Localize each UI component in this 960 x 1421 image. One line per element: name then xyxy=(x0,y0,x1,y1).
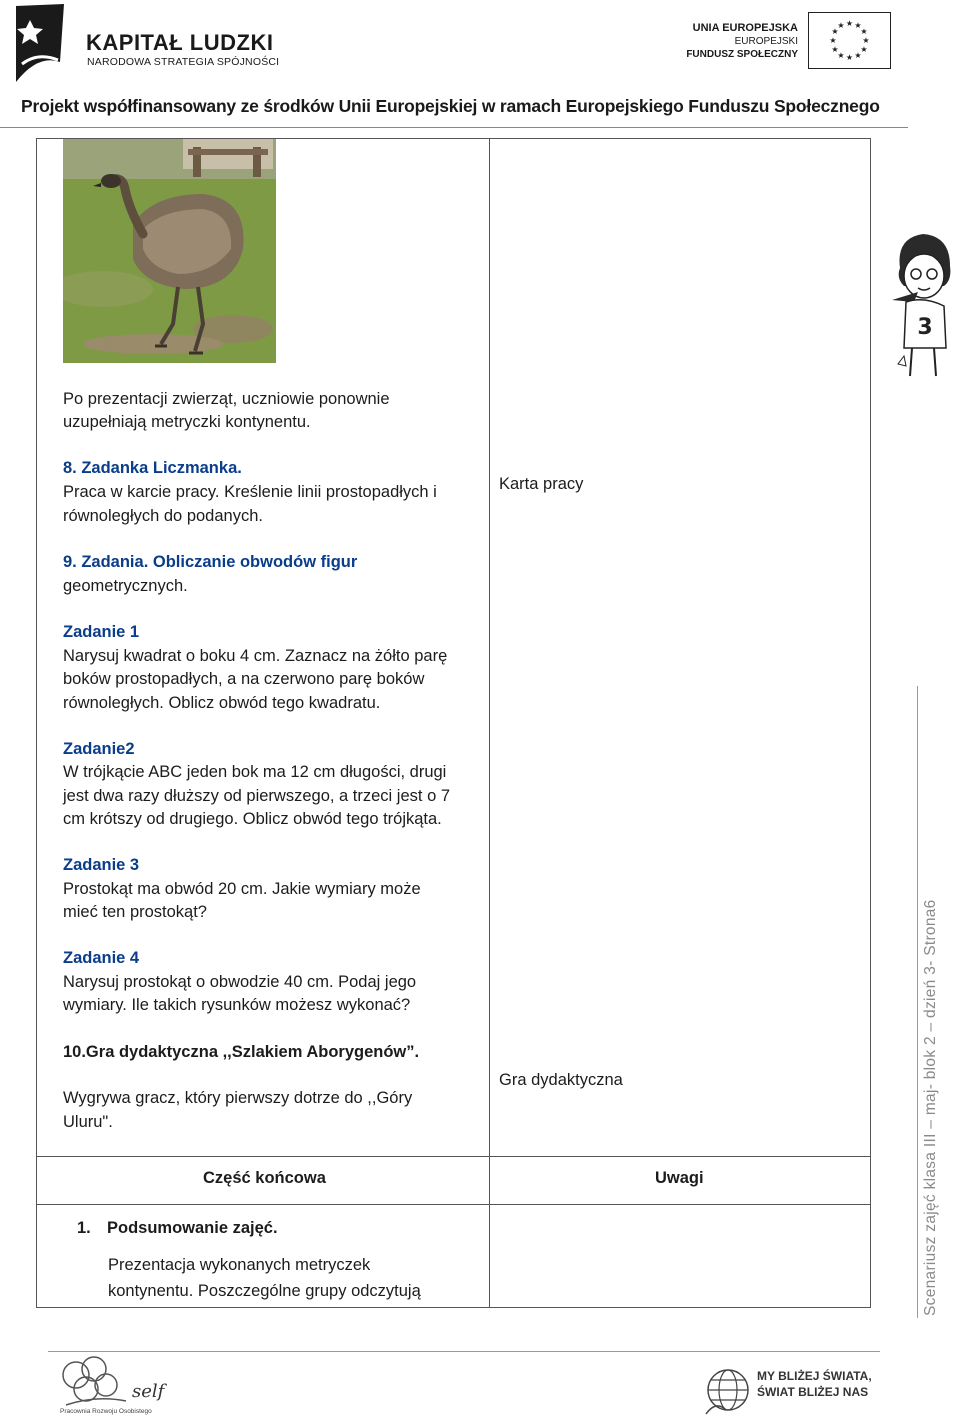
emu-photo xyxy=(63,139,276,363)
task-2-line-3: cm krótszy od drugiego. Oblicz obwód tego trójkąta. xyxy=(63,810,442,828)
project-cofinancing-line: Projekt współfinansowany ze środków Unii Europejskiej w ramach Europejskiego Funduszu Społecznego xyxy=(21,96,880,116)
svg-text:★: ★ xyxy=(837,21,845,30)
final-column-divider xyxy=(489,1156,490,1308)
footer-slogan-line-2: ŚWIAT BLIŻEJ NAS xyxy=(757,1385,869,1399)
summary-item-number: 1. xyxy=(77,1219,91,1237)
section-8-line-2: równoległych do podanych. xyxy=(63,507,263,525)
header-divider xyxy=(0,127,908,128)
final-part-header: Część końcowa xyxy=(203,1169,326,1187)
self-logo-word: self xyxy=(132,1381,165,1402)
intro-line-2: uzupełniają metryczki kontynentu. xyxy=(63,413,311,431)
section-10-line-2: Uluru". xyxy=(63,1113,113,1131)
task-1-line-2: boków prostopadłych, a na czerwono parę boków xyxy=(63,670,425,688)
task-1-line-1: Narysuj kwadrat o boku 4 cm. Zaznacz na żółto parę xyxy=(63,647,448,665)
notes-header: Uwagi xyxy=(655,1169,704,1187)
task-3-title: Zadanie 3 xyxy=(63,856,140,874)
section-8-title: 8. Zadanka Liczmanka. xyxy=(63,459,242,477)
footer-slogan xyxy=(757,1368,872,1400)
summary-item-title: Podsumowanie zajęć. xyxy=(107,1219,278,1237)
self-logo-caption: Pracownia Rozwoju Osobistego xyxy=(60,1408,152,1415)
mascot-number: 3 xyxy=(917,315,933,340)
task-4-line-2: wymiary. Ile takich rysunków możesz wykonać? xyxy=(63,996,411,1014)
footer-divider xyxy=(48,1351,880,1352)
task-2-title: Zadanie2 xyxy=(63,740,135,758)
task-2-line-1: W trójkącie ABC jeden bok ma 12 cm długości, drugi xyxy=(63,763,447,781)
intro-line-1: Po prezentacji zwierząt, uczniowie ponownie xyxy=(63,390,390,408)
svg-text:★: ★ xyxy=(831,45,839,54)
section-9-line-1 xyxy=(63,551,357,575)
summary-line-2: kontynentu. Poszczególne grupy odczytują xyxy=(108,1282,421,1300)
ue-line-3: FUNDUSZ SPOŁECZNY xyxy=(686,49,798,60)
svg-text:★: ★ xyxy=(845,19,854,28)
svg-text:★: ★ xyxy=(860,45,868,54)
task-1-title: Zadanie 1 xyxy=(63,623,140,641)
svg-text:★: ★ xyxy=(854,21,862,30)
svg-text:★: ★ xyxy=(845,53,854,62)
task-1-line-3: równoległych. Oblicz obwód tego kwadratu. xyxy=(63,694,381,712)
task-3-line-1: Prostokąt ma obwód 20 cm. Jakie wymiary może xyxy=(63,880,421,898)
footer-slogan-line-1: MY BLIŻEJ ŚWIATA, xyxy=(757,1369,872,1383)
section-9-line-2: geometrycznych. xyxy=(63,577,188,595)
final-header-divider xyxy=(36,1204,871,1205)
task-2-line-2: jest dwa razy dłuższy od pierwszego, a trzeci jest o 7 xyxy=(63,787,451,805)
globe-logo-icon xyxy=(702,1360,752,1418)
task-4-title: Zadanie 4 xyxy=(63,949,140,967)
task-3-line-2: mieć ten prostokąt? xyxy=(63,903,207,921)
mascot-girl-icon xyxy=(888,228,958,380)
task-4-line-1: Narysuj prostokąt o obwodzie 40 cm. Podaj jego xyxy=(63,973,417,991)
ue-line-1: UNIA EUROPEJSKA xyxy=(692,22,798,34)
materials-game: Gra dydaktyczna xyxy=(499,1071,623,1089)
kapital-ludzki-title: KAPITAŁ LUDZKI xyxy=(86,30,274,55)
kapital-ludzki-logo xyxy=(8,2,68,86)
section-10-line-1: Wygrywa gracz, który pierwszy dotrze do ,,Góry xyxy=(63,1089,413,1107)
svg-text:★: ★ xyxy=(862,36,870,45)
section-8-line-1: Praca w karcie pracy. Kreślenie linii prostopadłych i xyxy=(63,483,437,501)
page-footer-vertical: Scenariusz zajęć klasa III – maj- blok 2 – dzień 3- Strona6 xyxy=(922,899,939,1316)
ue-line-2: EUROPEJSKI xyxy=(734,36,798,47)
section-9-title: 9. Zadania. Obliczanie obwodów figur xyxy=(63,553,358,571)
materials-worksheet: Karta pracy xyxy=(499,475,584,493)
kapital-ludzki-subtitle: NARODOWA STRATEGIA SPÓJNOŚCI xyxy=(87,56,280,68)
svg-text:★: ★ xyxy=(837,51,845,60)
table-column-divider xyxy=(489,138,490,1157)
summary-line-1: Prezentacja wykonanych metryczek xyxy=(108,1256,371,1274)
section-10-title: 10.Gra dydaktyczna ,,Szlakiem Aborygenów”. xyxy=(63,1043,420,1061)
svg-text:★: ★ xyxy=(829,36,837,45)
svg-text:★: ★ xyxy=(860,27,868,36)
side-divider xyxy=(917,686,918,1318)
svg-text:★: ★ xyxy=(831,27,839,36)
eu-fund-label xyxy=(686,22,798,61)
svg-text:★: ★ xyxy=(854,51,862,60)
eu-flag-icon xyxy=(808,12,891,69)
